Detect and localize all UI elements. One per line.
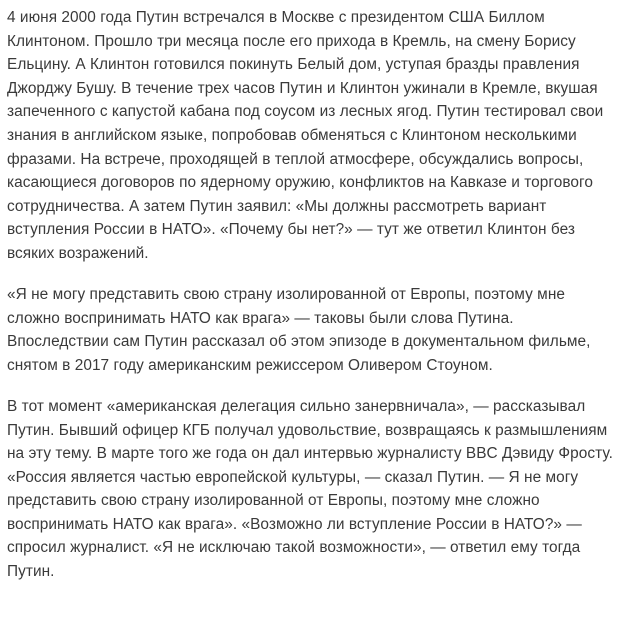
- paragraph: 4 июня 2000 года Путин встречался в Москве с президентом США Биллом Клинтоном. Прошло три месяца после его прихода в Кремль, на смену Борису Ельцину. А Клинтон готовился покинуть Белый дом, уступая бразды правления Джорджу Бушу. В течение трех часов Путин и Клинтон ужинали в Кремле, вкушая запеченного с капустой кабана под соусом из лесных ягод. Путин тестировал свои знания в английском языке, попробовав обменяться с Клинтоном несколькими фразами. На встрече, проходящей в теплой атмосфере, обсуждались вопросы, касающиеся договоров по ядерному оружию, конфликтов на Кавказе и торгового сотрудничества. А затем Путин заявил: «Мы должны рассмотреть вариант вступления России в НАТО». «Почему бы нет?» — тут же ответил Клинтон без всяких возражений.: [7, 9, 604, 262]
- paragraph: В тот момент «американская делегация сильно занервничала», — рассказывал Путин. Бывший офицер КГБ получал удовольствие, возвращаясь к размышлениям на эту тему. В марте того же года он дал интервью журналисту BBC Дэвиду Фросту. «Россия является частью европейской культуры, — сказал Путин. — Я не могу представить свою страну изолированной от Европы, поэтому мне сложно воспринимать НАТО как врага». «Возможно ли вступление России в НАТО?» — спросил журналист. «Я не исключаю такой возможности», — ответил ему тогда Путин.: [7, 397, 613, 581]
- paragraph: «Я не могу представить свою страну изолированной от Европы, поэтому мне сложно воспринимать НАТО как врага» — таковы были слова Путина. Впоследствии сам Путин рассказал об этом эпизоде в документальном фильме, снятом в 2017 году американским режиссером Оливером Стоуном.: [7, 286, 591, 374]
- article-body: [7, 6, 615, 601]
